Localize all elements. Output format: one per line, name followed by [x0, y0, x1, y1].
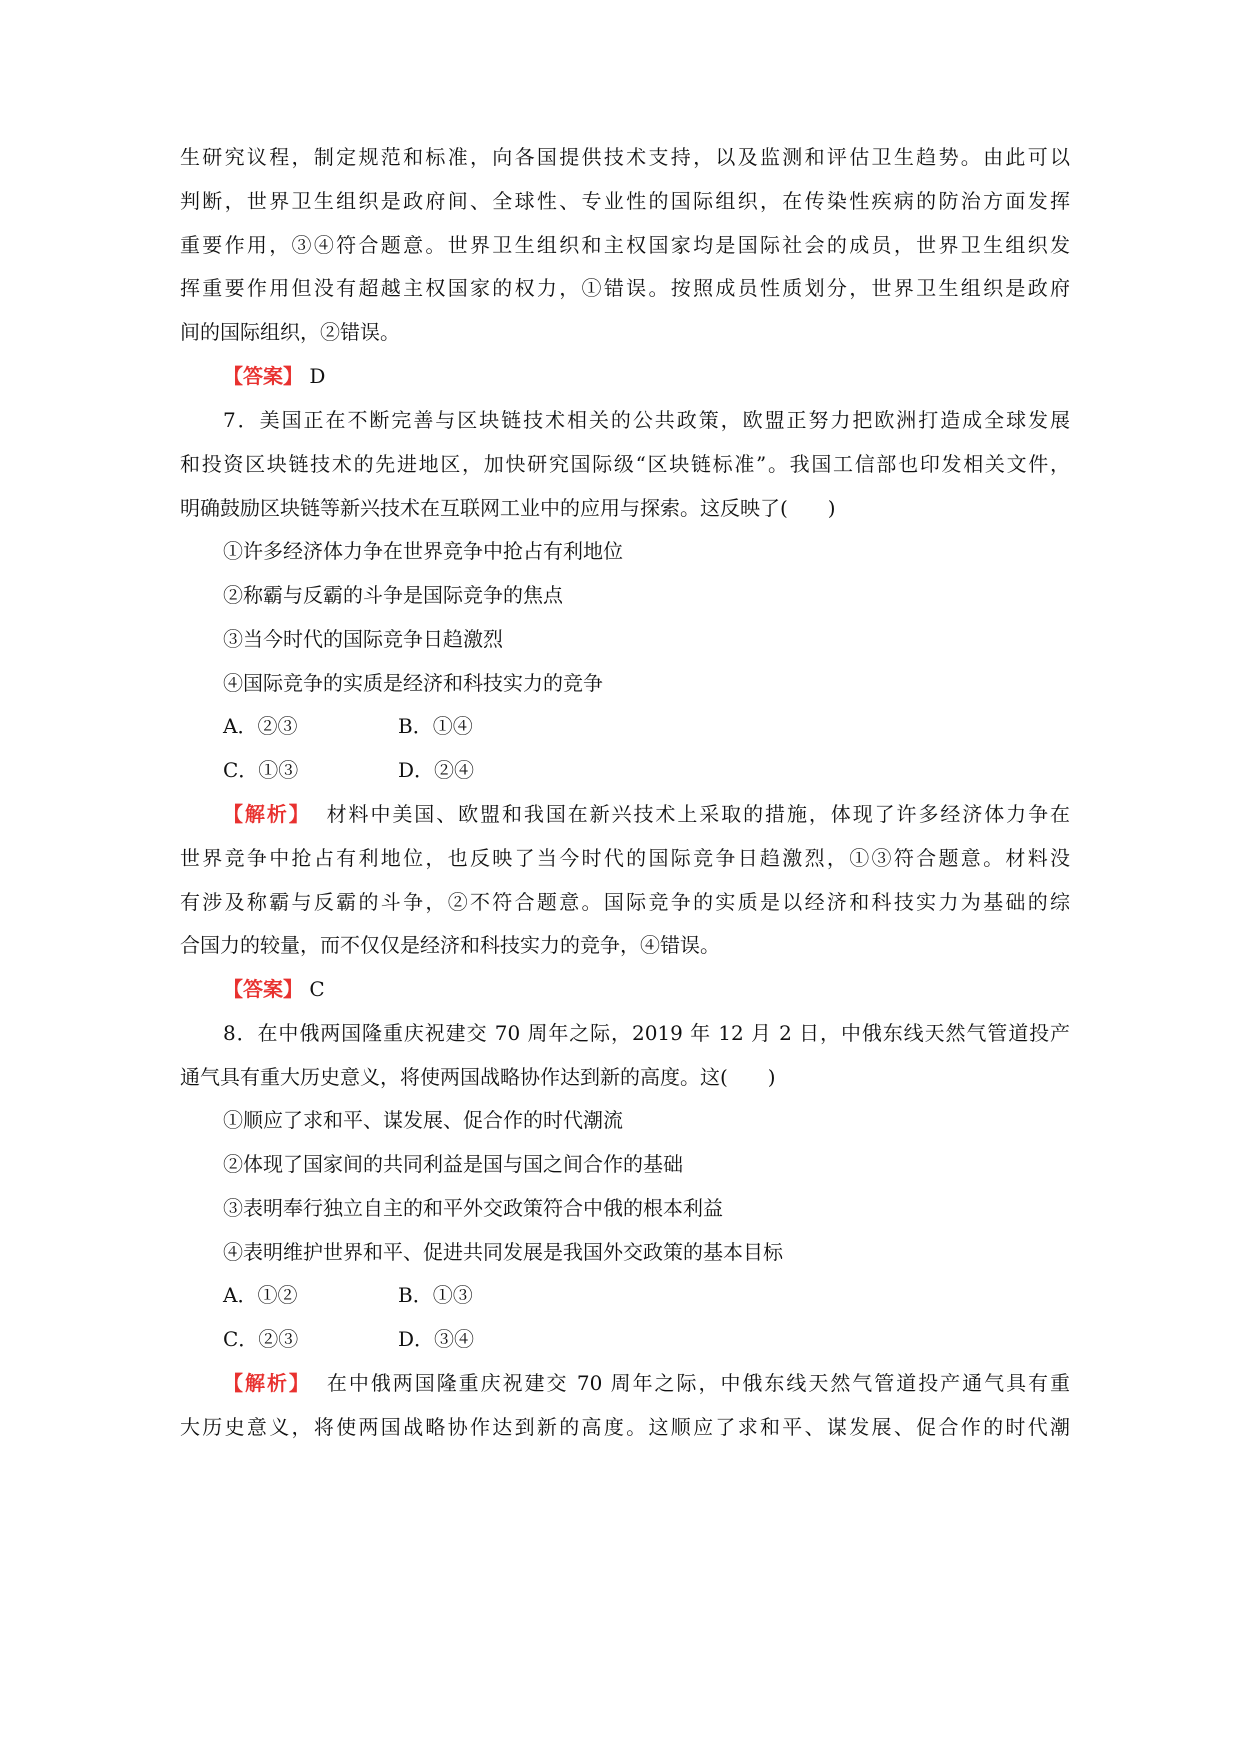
q8-item-4: ④表明维护世界和平、促进共同发展是我国外交政策的基本目标: [223, 1240, 783, 1264]
q6-answer: [223, 362, 1113, 390]
q7-option-c: C．①③: [223, 758, 299, 782]
q8-analysis-line-1: [223, 1369, 1070, 1397]
q6-analysis-line-2: 判断，世界卫生组织是政府间、全球性、专业性的国际组织，在传染性疾病的防治方面发挥: [180, 189, 1070, 213]
q8-option-c: C．②③: [223, 1327, 299, 1351]
answer-value: C: [309, 977, 325, 1001]
q8-stem-line-1: 8．在中俄两国隆重庆祝建交 70 周年之际，2019 年 12 月 2 日，中俄东线天然气管道投产: [223, 1021, 1070, 1045]
q7-stem-line-1: 7．美国正在不断完善与区块链技术相关的公共政策，欧盟正努力把欧洲打造成全球发展: [223, 408, 1070, 432]
q7-answer: [223, 975, 1113, 1003]
analysis-label: 【解析】: [223, 802, 311, 826]
q7-analysis-line-1: [223, 800, 1070, 828]
q8-analysis-text-1: 在中俄两国隆重庆祝建交 70 周年之际，中俄东线天然气管道投产通气具有重: [324, 1371, 1071, 1395]
q7-option-a: A．②③: [223, 714, 298, 738]
q8-item-3: ③表明奉行独立自主的和平外交政策符合中俄的根本利益: [223, 1196, 723, 1220]
answer-value: D: [309, 364, 326, 388]
q6-analysis-line-3: 重要作用，③④符合题意。世界卫生组织和主权国家均是国际社会的成员，世界卫生组织发: [180, 233, 1070, 257]
q7-option-d: D．②④: [398, 758, 475, 782]
q8-option-a: A．①②: [223, 1283, 298, 1307]
q8-stem-line-2: 通气具有重大历史意义，将使两国战略协作达到新的高度。这( ): [180, 1065, 776, 1089]
q7-stem-line-2: 和投资区块链技术的先进地区，加快研究国际级“区块链标准”。我国工信部也印发相关文件，: [180, 452, 1070, 476]
q7-analysis-text-1: 材料中美国、欧盟和我国在新兴技术上采取的措施，体现了许多经济体力争在: [324, 802, 1071, 826]
q6-analysis-line-1: 生研究议程，制定规范和标准，向各国提供技术支持，以及监测和评估卫生趋势。由此可以: [180, 145, 1070, 169]
q7-option-b: B．①④: [398, 714, 473, 738]
q7-item-1: ①许多经济体力争在世界竞争中抢占有利地位: [223, 539, 623, 563]
q8-item-2: ②体现了国家间的共同利益是国与国之间合作的基础: [223, 1152, 683, 1176]
q7-item-4: ④国际竞争的实质是经济和科技实力的竞争: [223, 671, 603, 695]
q8-option-d: D．③④: [398, 1327, 475, 1351]
q6-analysis-line-5: 间的国际组织，②错误。: [180, 320, 400, 344]
q7-analysis-line-4: 合国力的较量，而不仅仅是经济和科技实力的竞争，④错误。: [180, 933, 720, 957]
q7-analysis-line-2: 世界竞争中抢占有利地位，也反映了当今时代的国际竞争日趋激烈，①③符合题意。材料没: [180, 846, 1070, 870]
answer-label: 【答案】: [223, 977, 303, 1001]
q7-item-3: ③当今时代的国际竞争日趋激烈: [223, 627, 503, 651]
q7-stem-line-3: 明确鼓励区块链等新兴技术在互联网工业中的应用与探索。这反映了( ): [180, 496, 836, 520]
q7-analysis-line-3: 有涉及称霸与反霸的斗争，②不符合题意。国际竞争的实质是以经济和科技实力为基础的综: [180, 890, 1070, 914]
q6-analysis-line-4: 挥重要作用但没有超越主权国家的权力，①错误。按照成员性质划分，世界卫生组织是政府: [180, 276, 1070, 300]
q8-item-1: ①顺应了求和平、谋发展、促合作的时代潮流: [223, 1108, 623, 1132]
q8-analysis-line-2: 大历史意义，将使两国战略协作达到新的高度。这顺应了求和平、谋发展、促合作的时代潮: [180, 1415, 1070, 1439]
q8-option-b: B．①③: [398, 1283, 473, 1307]
analysis-label: 【解析】: [223, 1371, 311, 1395]
q7-item-2: ②称霸与反霸的斗争是国际竞争的焦点: [223, 583, 563, 607]
answer-label: 【答案】: [223, 364, 303, 388]
